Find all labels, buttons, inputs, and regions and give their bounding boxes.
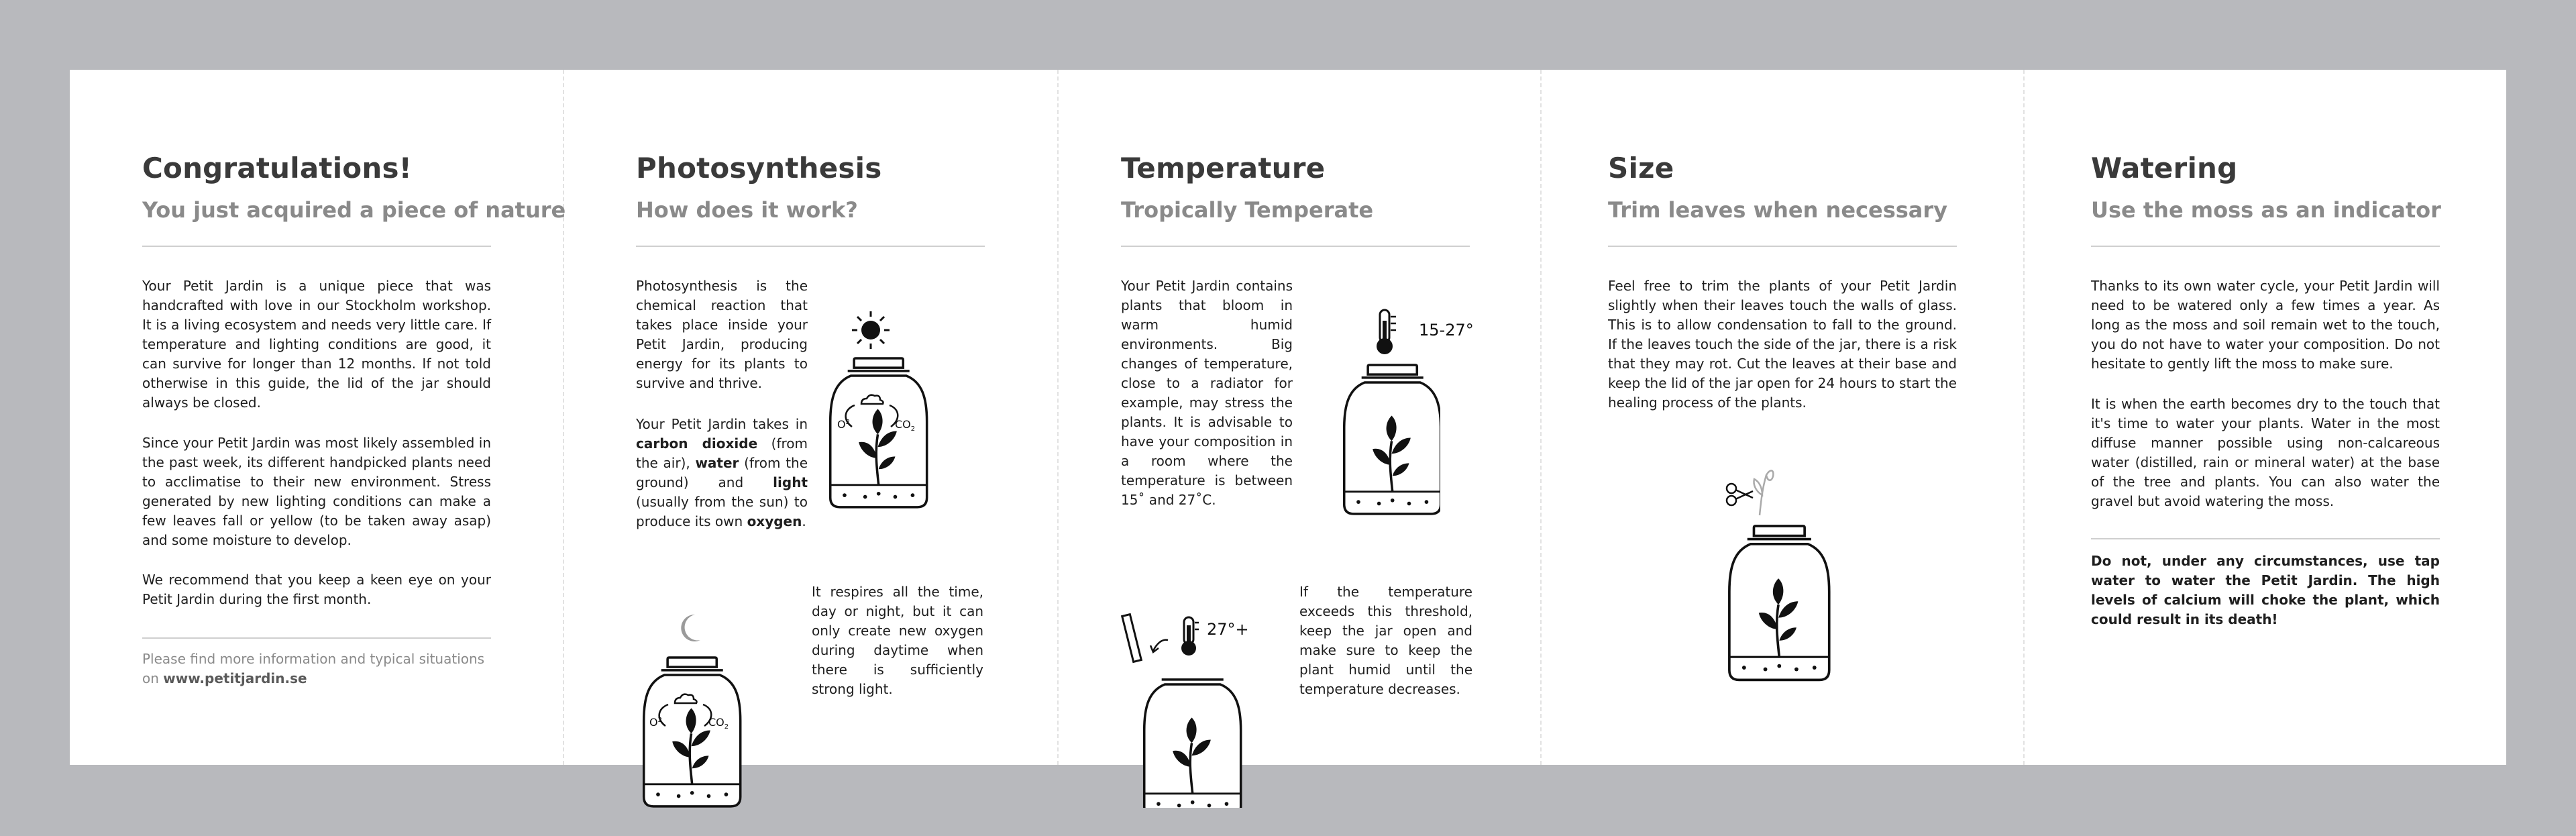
- panel-size: [1541, 70, 2023, 765]
- panel-title: Watering: [2091, 152, 2238, 185]
- website-link[interactable]: www.petitjardin.se: [163, 670, 307, 686]
- panel-title: Congratulations!: [142, 152, 412, 185]
- thermometer-icon: [1377, 310, 1396, 354]
- temperature-range-label: 15-27°: [1419, 321, 1474, 339]
- intro-paragraph: Your Petit Jardin is a unique piece that was handcrafted with love in our Stockholm workshop. It is a living ecosystem and needs very little care. If temperature and lighting conditions are good, it can survive for longer than 12 months. If not told otherwise in this guide, the lid of the jar should always be closed.: [142, 278, 491, 411]
- open-jar-illustration: [1118, 613, 1259, 808]
- sun-icon: [852, 311, 890, 349]
- title-rule: [1121, 246, 1470, 247]
- panel-subtitle: Trim leaves when necessary: [1608, 197, 1948, 223]
- svg-text:CO2: $CO_2$: [708, 716, 729, 731]
- scissors-icon: [1727, 484, 1753, 505]
- footer-note: [142, 649, 491, 688]
- night-jar-illustration: [631, 613, 745, 808]
- panel-subtitle: Tropically Temperate: [1121, 197, 1374, 223]
- svg-text:O2: $O^2$: [649, 716, 662, 729]
- panel-subtitle: How does it work?: [636, 197, 858, 223]
- panel-congratulations: [70, 70, 566, 765]
- warning-rule: [2091, 538, 2440, 539]
- thermometer-icon: [1181, 617, 1199, 656]
- oxygen-label: O: [837, 418, 846, 431]
- panel-subtitle: Use the moss as an indicator: [2091, 197, 2441, 223]
- moon-icon: [681, 615, 700, 641]
- respiration-paragraph: It respires all the time, day or night, but it can only create new oxygen during daytime when there is sufficiently strong light.: [812, 584, 983, 697]
- panel-title: Photosynthesis: [636, 152, 882, 185]
- day-jar-illustration: [817, 309, 931, 577]
- acclimatise-paragraph: Since your Petit Jardin was most likely assembled in the past week, its different handpicked plants need to acclimatise to their new environment. Stress generated by new lighting conditions can make a few leaves fall or yellow (to be taken away asap) and some moisture to develop.: [142, 435, 491, 548]
- title-rule: [1608, 246, 1957, 247]
- trim-paragraph: Feel free to trim the plants of your Petit Jardin slightly when their leaves touch the walls of glass. This is to allow condensation to fall to the ground. If the leaves touch the side of the jar, there is a risk that they may rot. Cut the leaves at their base and keep the lid of the jar open for 24 hours to start the healing process of the plants.: [1608, 278, 1957, 411]
- oxygen-superscript: 2: [845, 419, 850, 426]
- temperature-paragraph: Your Petit Jardin contains plants that bloom in warm humid environments. Big changes of temperature, close to a radiator for example, may stress the plants. It is advisable to have your composition in a room where the temperature is between 15˚ and 27˚C.: [1121, 278, 1293, 508]
- guide-sheet: [70, 70, 2506, 765]
- how-to-water-paragraph: It is when the earth becomes dry to the touch that it's time to water your plants. Water in the most diffuse manner possible using non-calcareous water (distilled, rain or mineral water) at the base of the tree and plants. You can also water the gravel but avoid watering the moss.: [2091, 396, 2440, 509]
- threshold-paragraph: If the temperature exceeds this threshold, keep the jar open and make sure to keep the plant humid until the temperature decreases.: [1299, 584, 1472, 697]
- panel-temperature: [1058, 70, 1540, 765]
- water-cycle-paragraph: Thanks to its own water cycle, your Petit Jardin will need to be watered only a few times a year. As long as the moss and soil remain wet to the touch, you do not have to water your composition. Do not hesitate to gently lift the moss to make sure.: [2091, 278, 2440, 372]
- panel-title: Temperature: [1121, 152, 1326, 185]
- photosynthesis-definition: Photosynthesis is the chemical reaction that takes place inside your Petit Jardin, producing energy for its plants to survive and thrive.: [636, 278, 808, 391]
- panel-subtitle: You just acquired a piece of nature: [142, 197, 566, 223]
- footer-rule: [142, 637, 491, 639]
- title-rule: [2091, 246, 2440, 247]
- tap-water-warning: Do not, under any circumstances, use tap water to water the Petit Jardin. The high levels of calcium will choke the plant, which could result in its death!: [2091, 553, 2440, 627]
- cut-leaves-icon: [1754, 470, 1774, 515]
- trim-jar-illustration: [1713, 462, 1847, 696]
- panel-title: Size: [1608, 152, 1674, 185]
- above-threshold-label: 27°+: [1207, 620, 1249, 639]
- closed-jar-illustration: [1340, 309, 1440, 568]
- recommendation-paragraph: We recommend that you keep a keen eye on your Petit Jardin during the first month.: [142, 572, 491, 607]
- co2-label: CO: [895, 418, 911, 431]
- photosynthesis-inputs: Your Petit Jardin takes in carbon dioxide (from the air), water (from the ground) and light (usually from the sun) to produce its own oxygen.: [636, 416, 808, 529]
- footer-text: Please find more information and typical situations on: [142, 651, 485, 686]
- title-rule: [142, 246, 491, 247]
- panel-photosynthesis: [564, 70, 1057, 765]
- title-rule: [636, 246, 985, 247]
- panel-watering: [2024, 70, 2506, 765]
- co2-subscript: 2: [910, 425, 916, 433]
- lid-aside-icon: [1122, 615, 1142, 662]
